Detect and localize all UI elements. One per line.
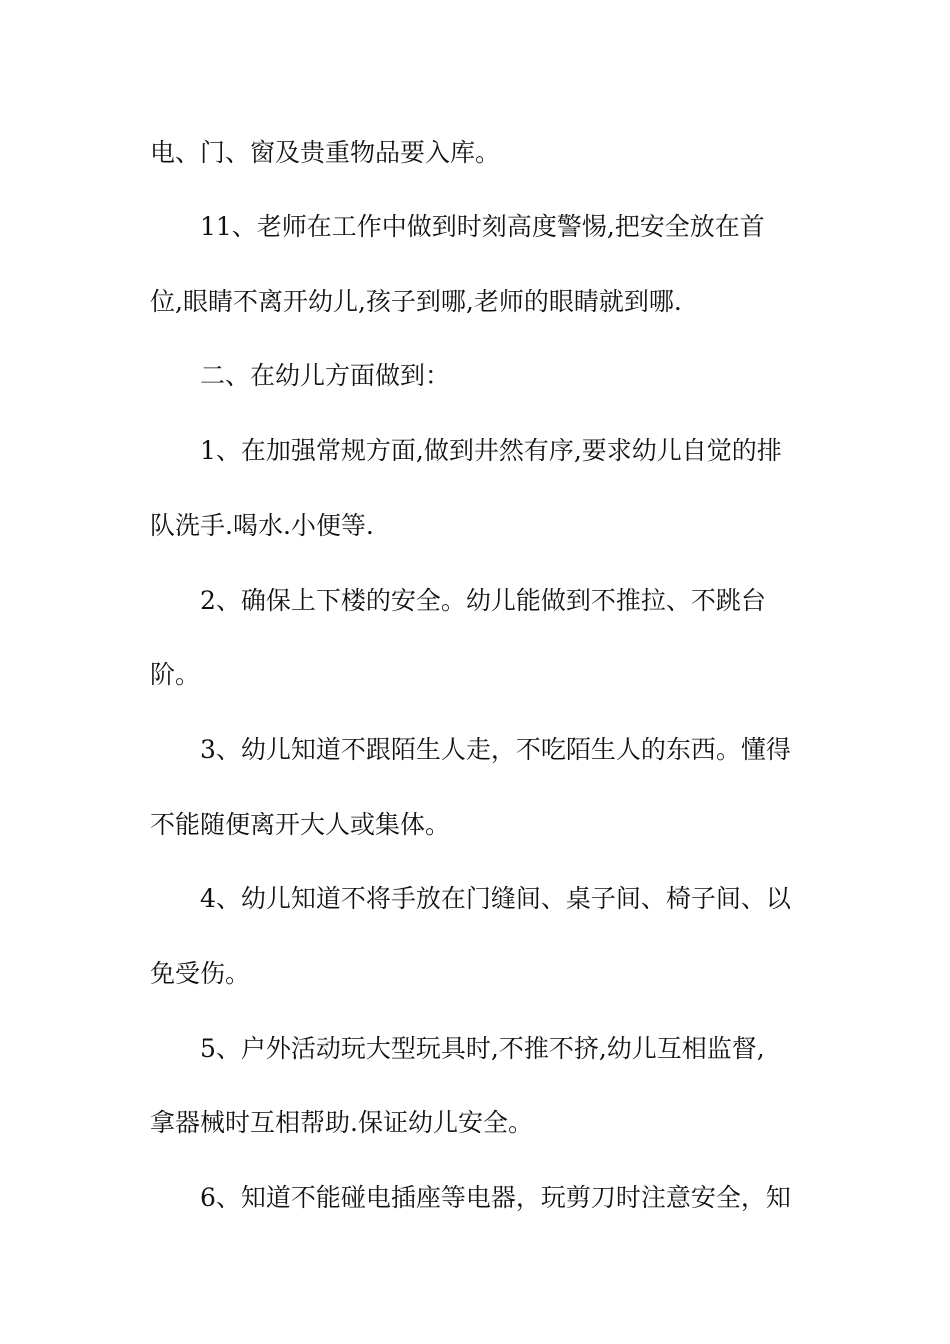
text-line: 不能随便离开大人或集体。: [150, 810, 451, 839]
text-line: 电、门、窗及贵重物品要入库。: [150, 138, 501, 167]
section-heading: 二、在幼儿方面做到：: [200, 361, 451, 390]
text-line: 拿器械时互相帮助.保证幼儿安全。: [150, 1108, 533, 1137]
text-line: 5、户外活动玩大型玩具时,不推不挤,幼儿互相监督,: [200, 1034, 765, 1063]
text-line: 阶。: [150, 660, 201, 689]
text-line: 11、老师在工作中做到时刻高度警惕,把安全放在首: [200, 212, 765, 241]
text-line: 4、幼儿知道不将手放在门缝间、桌子间、椅子间、以: [200, 884, 791, 913]
text-line: 6、知道不能碰电插座等电器，玩剪刀时注意安全，知: [200, 1183, 791, 1212]
text-line: 1、在加强常规方面,做到井然有序,要求幼儿自觉的排: [200, 436, 782, 465]
text-line: 免受伤。: [150, 959, 251, 988]
text-line: 位,眼睛不离开幼儿,孩子到哪,老师的眼睛就到哪.: [150, 287, 682, 316]
text-line: 2、确保上下楼的安全。幼儿能做到不推拉、不跳台: [200, 586, 766, 615]
text-line: 队洗手.喝水.小便等.: [150, 511, 374, 540]
text-line: 3、幼儿知道不跟陌生人走，不吃陌生人的东西。懂得: [200, 735, 791, 764]
